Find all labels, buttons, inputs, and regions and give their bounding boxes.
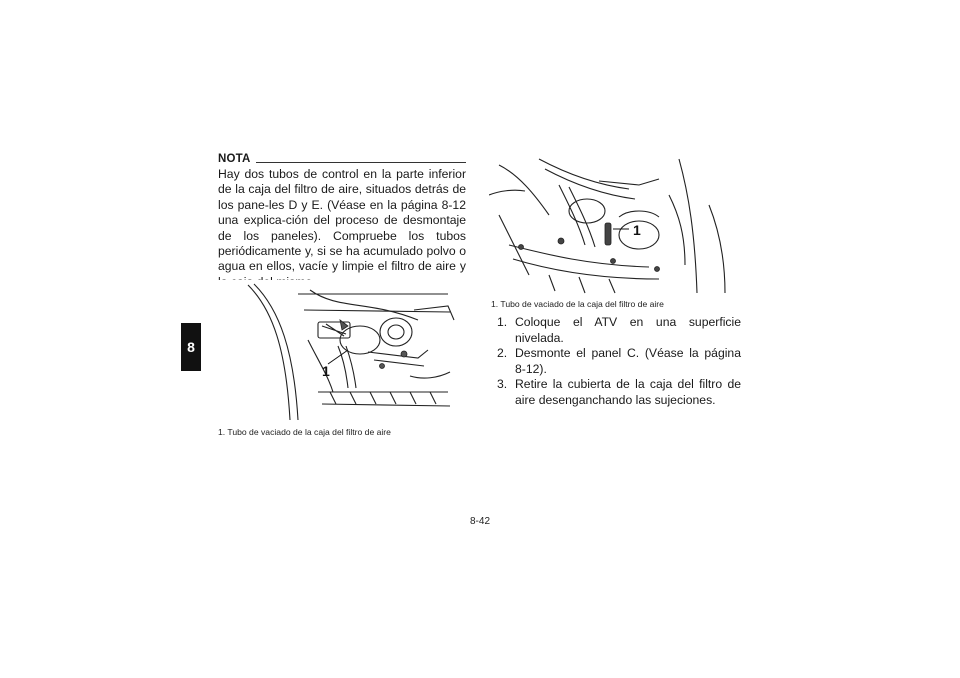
step-item (497, 346, 741, 377)
step-number: 2. (497, 346, 508, 361)
step-text: Desmonte el panel C. (Véase la página 8-12). (515, 346, 741, 376)
figure-left-illustration (218, 280, 466, 422)
air-filter-box-drawing-left (218, 280, 466, 422)
step-item (497, 315, 741, 346)
air-filter-box-drawing-right (489, 155, 739, 297)
figure-right-callout: 1 (633, 222, 641, 238)
step-item (497, 377, 741, 408)
procedure-steps (497, 315, 741, 409)
figure-left-callout: 1 (322, 363, 330, 379)
figure-left-caption: 1. Tubo de vaciado de la caja del filtro de aire (218, 427, 391, 437)
nota-header (218, 153, 466, 167)
nota-body: Hay dos tubos de control en la parte inferior de la caja del filtro de aire, situados detrás de los pane-les D y E. (Véase en la página 8-12 una explica-ción del proceso de desmontaje de los paneles). Compruebe los tubos periódicamente y, si se ha acumulado polvo o agua en ellos, vacíe y limpie el filtro de aire y (218, 167, 466, 274)
step-number: 3. (497, 377, 508, 392)
nota-rule-top (256, 162, 466, 163)
step-number: 1. (497, 315, 508, 329)
step-text: Coloque el ATV en una superficie nivelada. (515, 315, 741, 345)
figure-right-illustration (489, 155, 739, 297)
nota-label: NOTA (218, 153, 254, 165)
nota-box (218, 153, 466, 299)
page-number: 8-42 (470, 516, 491, 527)
figure-right-caption: 1. Tubo de vaciado de la caja del filtro de aire (491, 299, 664, 309)
step-text: Retire la cubierta de la caja del filtro de aire desenganchando las sujeciones. (515, 377, 741, 407)
chapter-tab: 8 (181, 323, 201, 371)
